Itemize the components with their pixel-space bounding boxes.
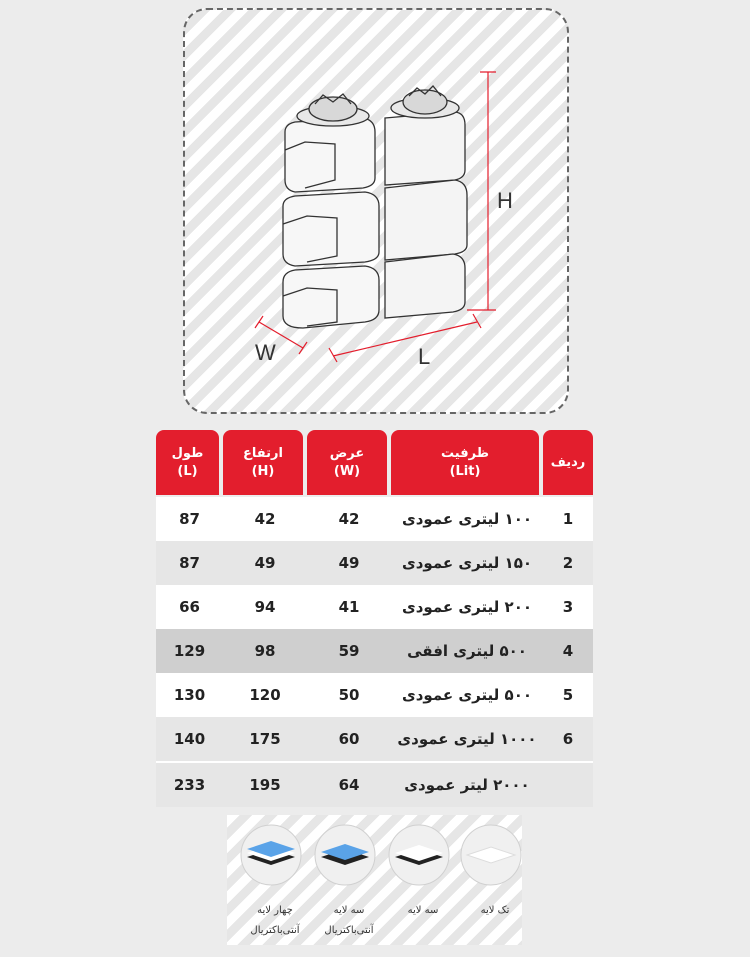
cell-width: 42 [338,510,360,528]
cell-width: 64 [338,776,360,794]
layer-single [455,815,525,945]
height-label: H [497,188,513,213]
cell-index: 4 [562,642,574,660]
tank-diagram [183,8,569,414]
cell-length: 130 [173,686,206,704]
layer-label: چهار لایه آنتی‌باکتریال [250,905,300,936]
cell-length: 129 [173,642,206,660]
cell-length: 233 [173,776,206,794]
table-row [156,761,593,807]
table-row [156,629,593,673]
cell-height: 94 [254,598,276,616]
spec-table [156,430,593,807]
header-length: طول (L) [156,430,219,495]
cell-height: 49 [254,554,276,572]
cell-height: 195 [249,776,281,794]
layer-three [383,815,453,945]
cell-capacity: ۲۰۰ لیتری عمودی [401,598,533,616]
cell-height: 175 [249,730,281,748]
cell-capacity: ۱۰۰ لیتری عمودی [401,510,533,528]
cell-height: 120 [249,686,281,704]
cell-capacity: ۵۰۰ لیتری افقی [407,642,527,660]
cell-width: 50 [338,686,360,704]
layer-four-antibacterial [235,815,305,945]
table-row [156,717,593,761]
layer-label: سه لایه [407,905,439,916]
cell-width: 41 [338,598,360,616]
cell-index: 1 [562,510,574,528]
table-row [156,497,593,541]
cell-length: 87 [179,554,200,572]
cell-width: 49 [338,554,360,572]
table-row [156,673,593,717]
cell-index: 5 [562,686,574,704]
length-label: L [418,344,431,369]
cell-length: 87 [179,510,200,528]
table-header [156,430,593,495]
cell-height: 42 [254,510,276,528]
four-layer-icon [239,823,303,887]
cell-index: 3 [562,598,574,616]
cell-index: 6 [562,730,574,748]
cell-capacity: ۲۰۰۰ لیتر عمودی [404,776,530,794]
cell-index [543,763,593,807]
cell-length: 140 [173,730,206,748]
layer-label: تک لایه [480,905,510,916]
table-row [156,541,593,585]
header-height: ارتفاع (H) [223,430,303,495]
cell-width: 59 [338,642,360,660]
cell-width: 60 [338,730,360,748]
cell-length: 66 [179,598,200,616]
layer-three-antibacterial [309,815,379,945]
layer-types [227,815,522,945]
table-row [156,585,593,629]
cell-capacity: ۱۰۰۰ لیتری عمودی [397,730,537,748]
cell-height: 98 [254,642,276,660]
three-layer-antibacterial-icon [313,823,377,887]
three-layer-icon [387,823,451,887]
width-label: W [255,340,276,365]
single-layer-icon [459,823,523,887]
header-capacity: ظرفیت (Lit) [391,430,539,495]
cell-index: 2 [562,554,574,572]
header-index: ردیف [543,430,593,495]
cell-capacity: ۱۵۰ لیتری عمودی [401,554,533,572]
header-width: عرض (W) [307,430,387,495]
layer-label: سه لایه آنتی‌باکتریال [324,905,374,936]
cell-capacity: ۵۰۰ لیتری عمودی [401,686,533,704]
